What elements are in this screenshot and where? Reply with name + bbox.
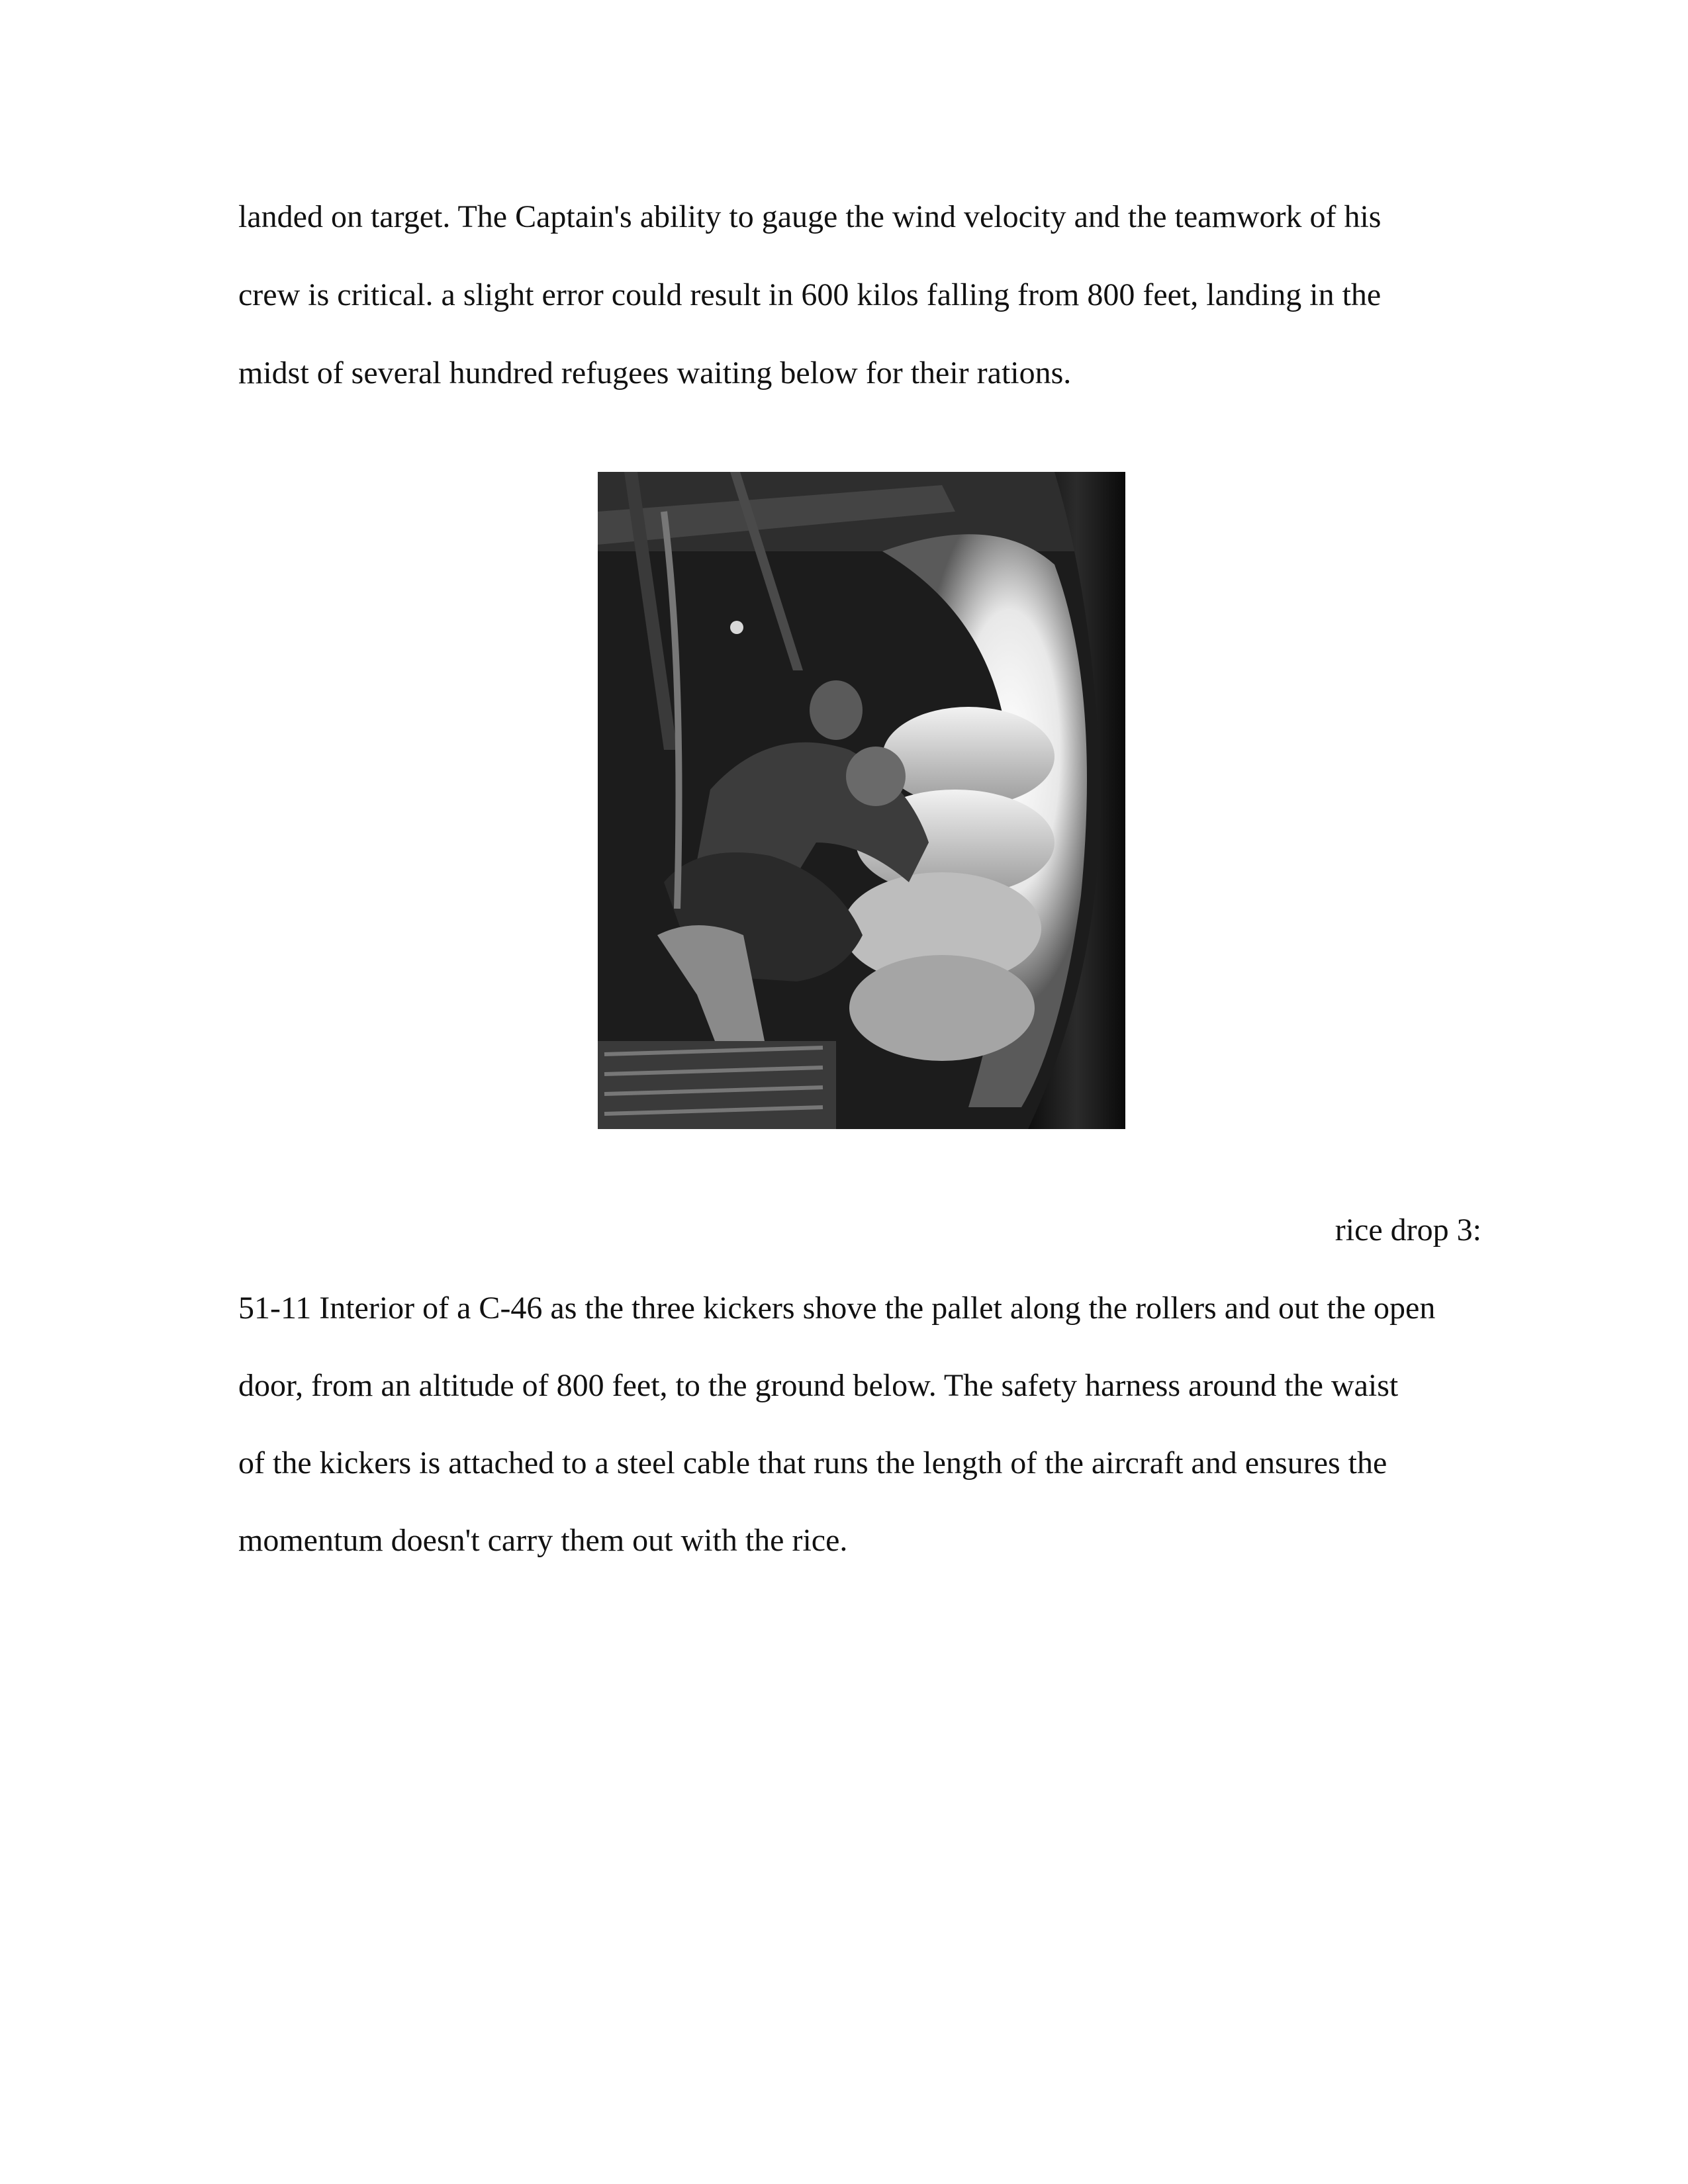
caption-text-line: 51-11 Interior of a C-46 as the three kickers shove the pallet along the rollers and out the open (238, 1291, 1436, 1326)
caption-text-line: door, from an altitude of 800 feet, to the ground below. The safety harness around the waist (238, 1368, 1399, 1403)
body-text-line: landed on target. The Captain's ability to gauge the wind velocity and the teamwork of his (238, 199, 1382, 234)
body-text-line: crew is critical. a slight error could result in 600 kilos falling from 800 feet, landing in the (238, 277, 1382, 312)
photo-illustration (598, 472, 1125, 1129)
aircraft-interior-photo (598, 472, 1125, 1129)
body-text-line: midst of several hundred refugees waiting below for their rations. (238, 355, 1072, 390)
figure-label: rice drop 3: (1335, 1212, 1481, 1248)
caption-text-line: of the kickers is attached to a steel cable that runs the length of the aircraft and ensures the (238, 1445, 1387, 1480)
caption-text-line: momentum doesn't carry them out with the rice. (238, 1523, 848, 1558)
